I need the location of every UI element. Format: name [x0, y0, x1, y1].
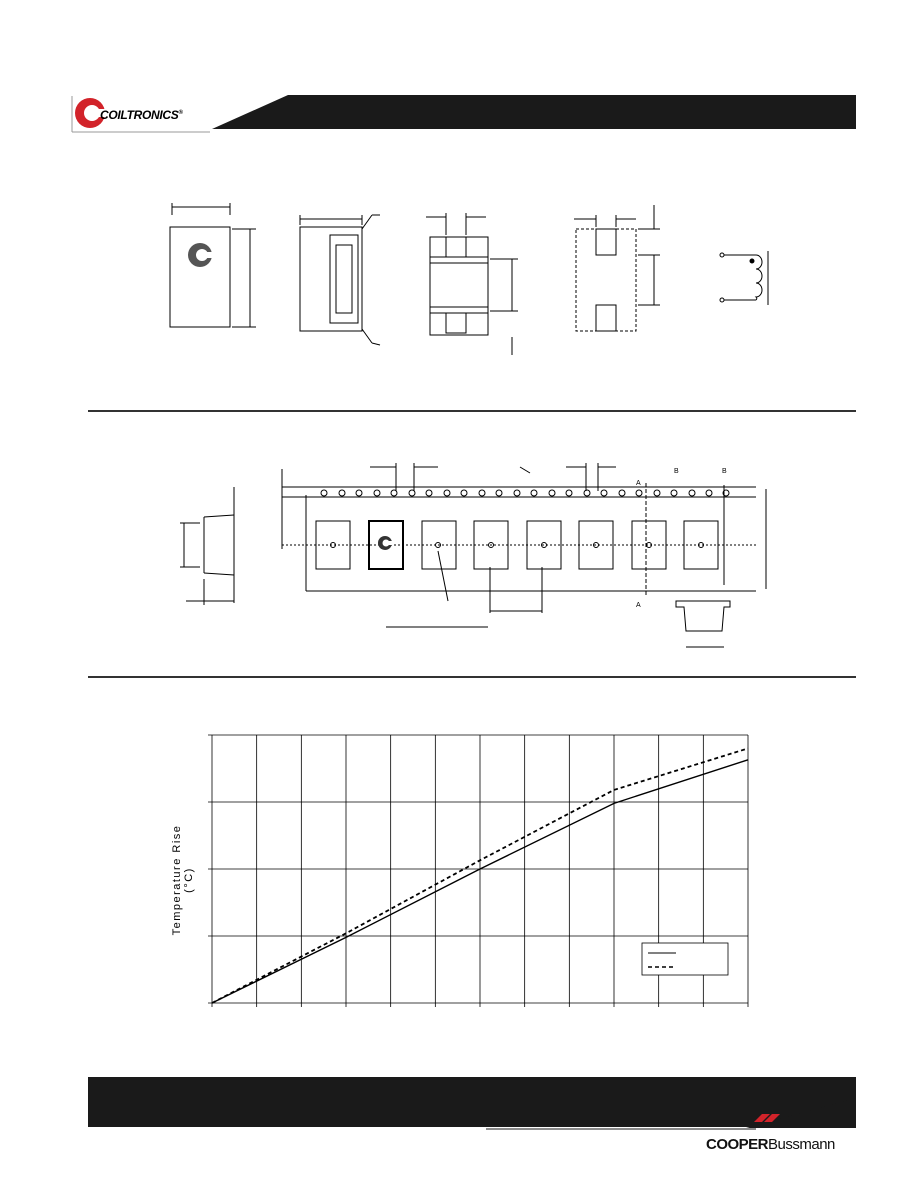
section-a-label: A [636, 480, 641, 487]
chart-legend [642, 943, 728, 975]
section-divider-2 [88, 676, 856, 678]
land-pattern-outline [576, 229, 636, 331]
section-divider [88, 410, 856, 412]
cooper-bussmann-logo: COOPERBussmann [706, 1136, 835, 1153]
temperature-rise-chart [160, 725, 760, 1015]
mechanical-drawings [150, 195, 790, 365]
section-b2-label: B [722, 468, 727, 475]
header-bar [212, 95, 856, 129]
side-view-outline [300, 227, 362, 331]
logo-text: COILTRONICS® [100, 108, 183, 122]
top-view-outline [170, 227, 230, 327]
tape-reel-drawings [170, 455, 790, 655]
chart-y-axis-label: Temperature Rise (°C) [171, 824, 195, 936]
bottom-view-outline [430, 237, 488, 335]
pocket-logo-icon [378, 536, 393, 550]
section-a-bottom-label: A [636, 602, 641, 609]
inductor-schematic-icon [720, 251, 768, 305]
section-b-label: B [674, 468, 679, 475]
part-logo-icon [188, 243, 214, 267]
